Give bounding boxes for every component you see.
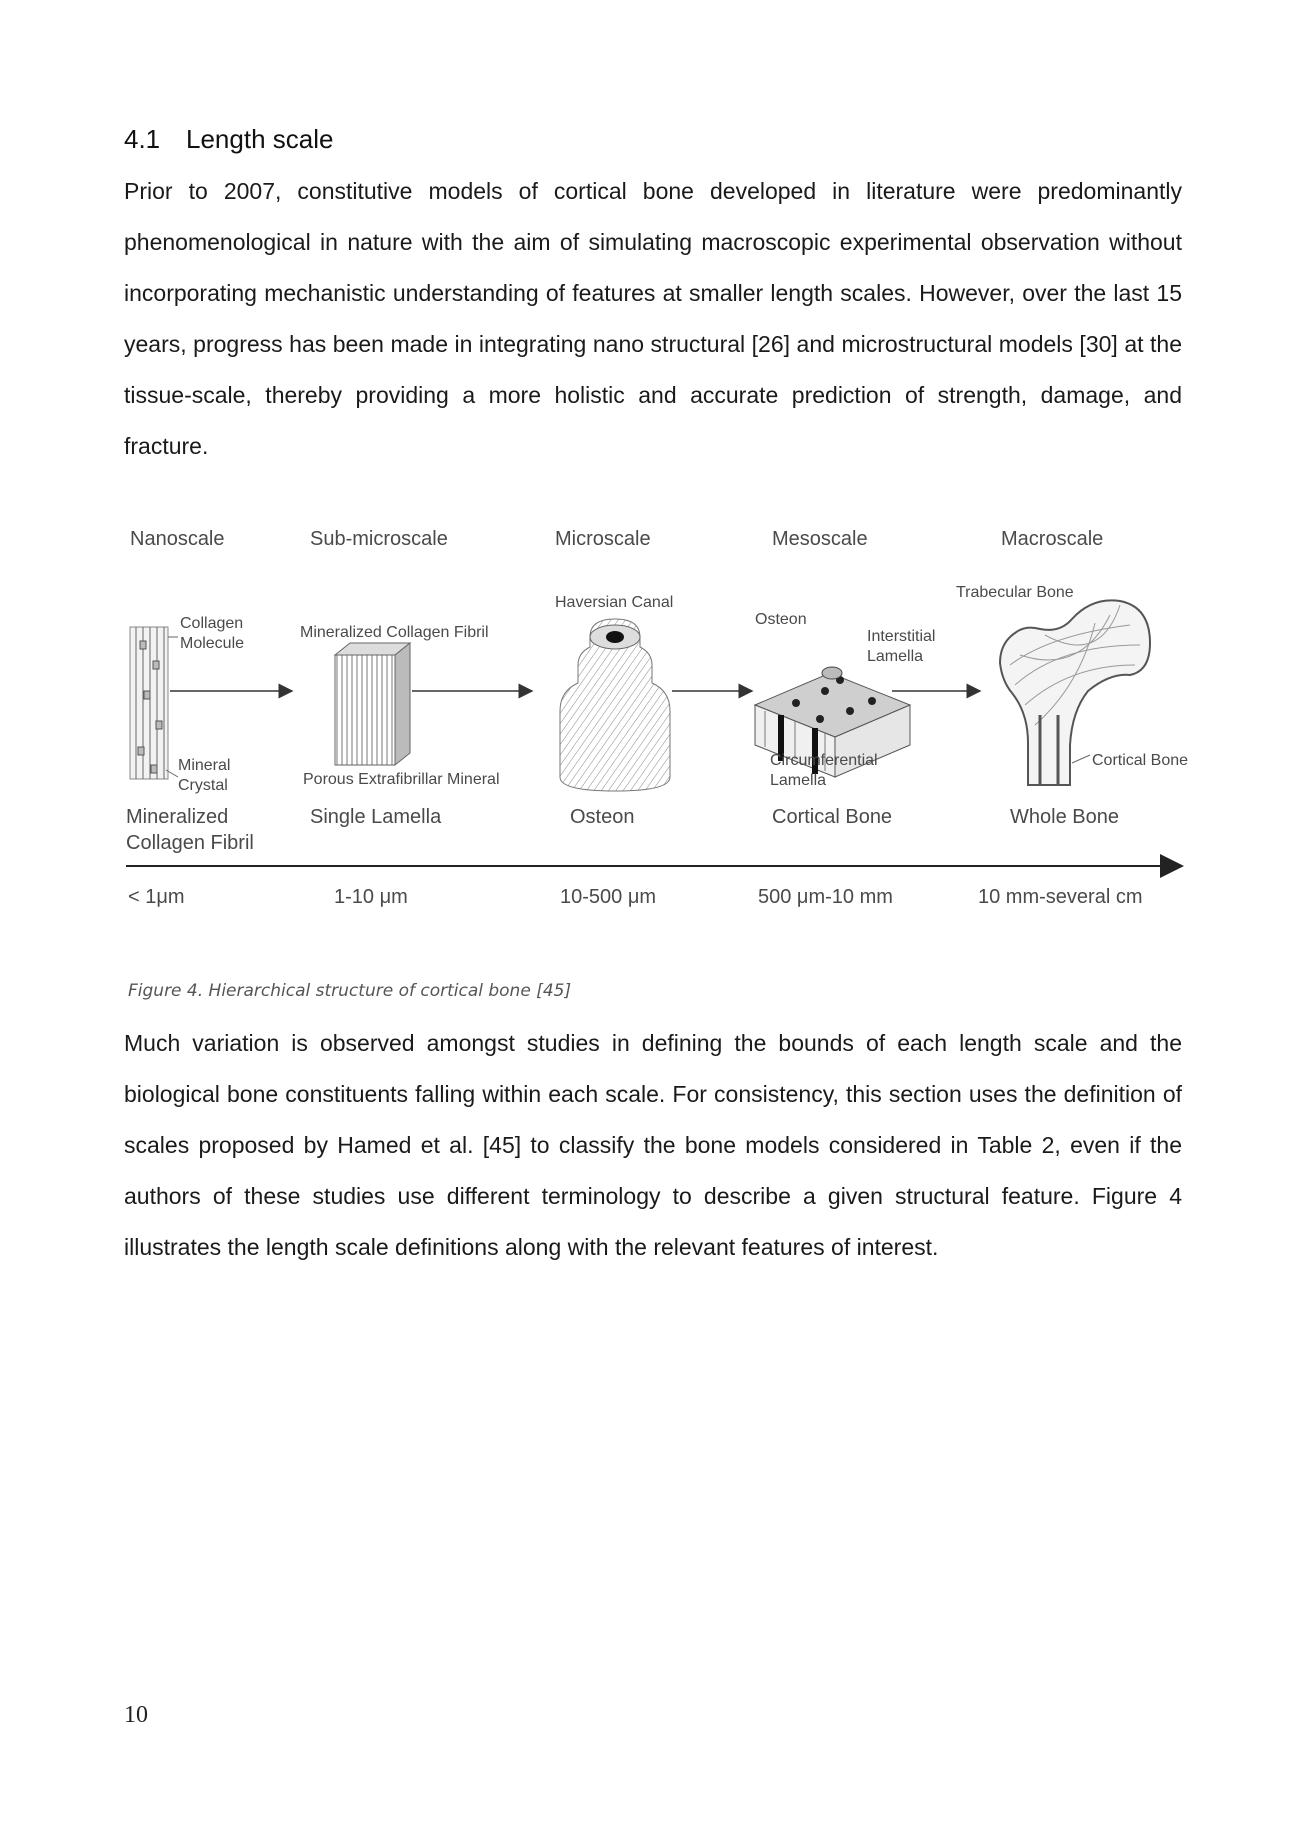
- range-nano: < 1μm: [128, 886, 185, 908]
- osteon-drawing: [560, 619, 670, 791]
- lamella-drawing: [335, 643, 410, 765]
- hierarchy-figure: [120, 515, 1200, 955]
- paragraph-scales: Much variation is observed amongst studies in defining the bounds of each length scale and the biological bone constituents falling within each scale. For consistency, this section uses the definition of scales proposed by Hamed et al. [45] to classify the bone models considered in Table 2, even if the authors of these studies use different terminology to describe a given structural feature. Figure 4 illustrates the length scale definitions along with the relevant features of interest.: [124, 1030, 1182, 1260]
- label-cortical-bone: Cortical Bone: [1092, 752, 1189, 769]
- scale-header-nano: Nanoscale: [130, 528, 225, 550]
- section-heading: [124, 124, 333, 155]
- scale-header-meso: Mesoscale: [772, 528, 868, 550]
- label-mineral-crystal-2: Crystal: [178, 777, 228, 794]
- label-circumferential-2: Lamella: [770, 772, 827, 789]
- label-interstitial-1: Interstitial: [867, 628, 936, 645]
- label-haversian-canal: Haversian Canal: [555, 594, 674, 611]
- collagen-fibril-drawing: [130, 627, 168, 779]
- structure-meso: Cortical Bone: [772, 806, 893, 828]
- structure-micro: Osteon: [570, 806, 635, 828]
- structure-macro: Whole Bone: [1010, 806, 1119, 828]
- structure-nano-1: Mineralized: [126, 806, 229, 828]
- section-number: 4.1: [124, 124, 161, 154]
- range-meso: 500 μm-10 mm: [758, 886, 893, 908]
- scale-header-micro: Microscale: [555, 528, 651, 550]
- hierarchy-diagram: [120, 515, 1200, 955]
- paragraph-intro: Prior to 2007, constitutive models of cortical bone developed in literature were predominantly phenomenological in nature with the aim of simulating macroscopic experimental observation without incorporating mechanistic understanding of features at smaller length scales. However, over the last 15 years, progress has been made in integrating nano structural [26] and microstructural models [30] at the tissue-scale, thereby providing a more holistic and accurate prediction of strength, damage, and fracture.: [124, 178, 1182, 459]
- page-number: 10: [124, 1702, 148, 1728]
- structure-nano-2: Collagen Fibril: [126, 832, 254, 854]
- scale-header-submicro: Sub-microscale: [310, 528, 448, 550]
- label-porous-extrafibrillar: Porous Extrafibrillar Mineral: [303, 771, 500, 788]
- range-macro: 10 mm-several cm: [978, 886, 1143, 908]
- range-submicro: 1-10 μm: [334, 886, 408, 908]
- label-mineral-crystal-1: Mineral: [178, 757, 231, 774]
- label-mineralized-collagen-fibril: Mineralized Collagen Fibril: [300, 624, 489, 641]
- figure-caption: Figure 4. Hierarchical structure of cortical bone [45]: [128, 981, 572, 1001]
- label-trabecular-bone: Trabecular Bone: [956, 584, 1074, 601]
- structure-submicro: Single Lamella: [310, 806, 442, 828]
- scale-header-macro: Macroscale: [1001, 528, 1104, 550]
- label-circumferential-1: Circumferential: [770, 752, 878, 769]
- label-collagen-molecule-1: Collagen: [180, 615, 244, 632]
- range-micro: 10-500 μm: [560, 886, 657, 908]
- label-interstitial-2: Lamella: [867, 648, 924, 665]
- section-title: Length scale: [186, 124, 334, 154]
- label-collagen-molecule-2: Molecule: [180, 635, 245, 652]
- label-osteon: Osteon: [755, 611, 807, 628]
